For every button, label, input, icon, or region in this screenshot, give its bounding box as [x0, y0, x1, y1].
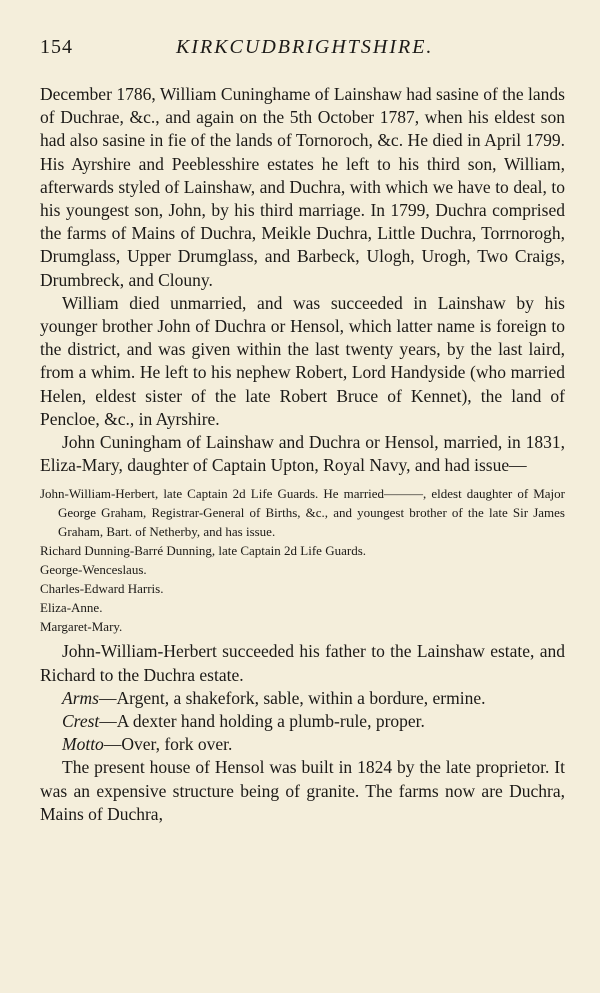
page-number: 154: [40, 36, 73, 58]
succession-paragraph: John-William-Herbert succeeded his father to the Lainshaw estate, and Richard to the Duchra estate.: [40, 641, 565, 685]
issue-item: Richard Dunning-Barré Dunning, late Captain 2d Life Guards.: [40, 543, 366, 559]
issue-list: [40, 484, 565, 636]
paragraph: December 1786, William Cuninghame of Lainshaw had sasine of the lands of Duchrae, &c., and again on the 5th October 1787, when his eldest son had also sasine in fie of the lands of Tornoroch, &c. He died in April 1799. His Ayrshire and Peeblesshire estates he left to his third son, William, afterwards styled of Lainshaw, and Duchra, with which we have to deal, to his youngest son, John, by his third marriage. In 1799, Duchra comprised the farms of Mains of Duchra, Meikle Duchra, Little Duchra, Torrnorogh, Drumglass, Upper Drumglass, and Barbeck, Ulogh, Urogh, Two Craigs, Drumbreck, and Clouny.: [40, 84, 565, 290]
crest-text: —A dexter hand holding a plumb-rule, proper.: [99, 711, 425, 732]
issue-item: John-William-Herbert, late Captain 2d Life Guards. He married———, eldest daughter of Major George Graham, Registrar-General of Births, &c., and youngest brother of the late Sir James Graham, Bart. of Netherby, and has issue.: [40, 486, 565, 540]
motto-line: [40, 733, 565, 756]
motto-text: —Over, fork over.: [103, 734, 233, 755]
issue-item: Margaret-Mary.: [40, 619, 123, 635]
running-title: KIRKCUDBRIGHTSHIRE.: [176, 36, 434, 58]
issue-item: Eliza-Anne.: [40, 600, 103, 616]
crest-line: [40, 710, 565, 733]
arms-text: —Argent, a shakefork, sable, within a bordure, ermine.: [98, 687, 486, 708]
body-text: [40, 83, 565, 826]
issue-item: George-Wenceslaus.: [40, 562, 147, 578]
paragraph: John Cuningham of Lainshaw and Duchra or Hensol, married, in 1831, Eliza-Mary, daughter of Captain Upton, Royal Navy, and had issue—: [40, 432, 565, 476]
closing-paragraph: The present house of Hensol was built in 1824 by the late proprietor. It was an expensive structure being of granite. The farms now are Duchra, Mains of Duchra,: [40, 757, 565, 824]
arms-label: Arms: [62, 687, 99, 708]
paragraph: William died unmarried, and was succeeded in Lainshaw by his younger brother John of Duchra or Hensol, which latter name is foreign to the district, and was given within the last twenty years, by the last laird, from a whim. He left to his nephew Robert, Lord Handyside (who married Helen, eldest sister of the late Robert Bruce of Kennet), the land of Pencloe, &c., in Ayrshire.: [40, 292, 565, 429]
crest-label: Crest: [62, 711, 100, 732]
motto-label: Motto: [62, 734, 104, 755]
issue-item: Charles-Edward Harris.: [40, 581, 164, 597]
arms-line: [40, 687, 565, 710]
page-header: [40, 36, 565, 60]
